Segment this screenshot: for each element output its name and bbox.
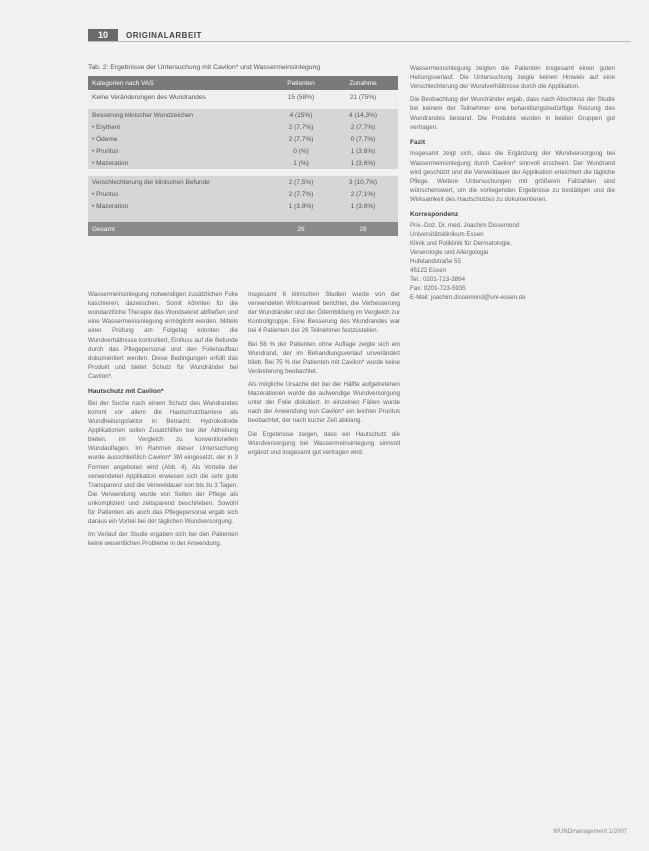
table-cell: 1 (%) xyxy=(293,159,309,167)
table-cell: 3 (10,7%) xyxy=(348,178,378,186)
table-footer-cell: 26 xyxy=(297,225,305,233)
table-cell: 2 (7,7%) xyxy=(288,190,314,198)
table-cell: 2 (7,7%) xyxy=(288,135,314,143)
contact-line: Priv.-Doz. Dr. med. Joachim Dissemond xyxy=(410,221,520,229)
table-cell: 2 (7,7%) xyxy=(288,123,314,131)
header-rule xyxy=(88,41,631,42)
table-cell: 0 (7,7%) xyxy=(350,135,376,143)
table-row xyxy=(88,133,398,145)
text-column-1 xyxy=(88,290,238,553)
table-cell: Verschlechterung der klinischen Befunde xyxy=(92,178,210,186)
text-column-3 xyxy=(410,64,615,303)
contact-line: E-Mail: joachim.dissemond@uni-essen.de xyxy=(410,293,526,301)
paragraph: Wassermeinsinlegung notwendigen zusätzlichen Folie kaschieren, dazwischen. Somit könnten für die wundarztliche Therapie das Wundsekret abfließen und eine Wassermeinsinlegung ermöglicht werden. Mittels einer Prüfung am Folgetag konnten die Wundverhältnisse kontrolliert, Einfluss auf die Befunde durch das Pflegepersonal und den Folienaufbau dokumentiert werden. Diese Bedingungen erfüllt das Produkt und bietet Schutz für Wundränder bei Cavilon*. xyxy=(88,291,238,380)
table-row xyxy=(88,109,398,121)
table-cell: 4 (14,3%) xyxy=(348,111,378,119)
paragraph: Insgesamt zeigt sich, dass die Ergänzung der Wundversorgung bei Wassermeinsinlegung durch Cavilon* sinnvoll erscheint. Der Wundrand wird geschützt und die Verweildauer der Applikation erleichtert die tägliche Pflege. Weitere Untersuchungen mit größeren Fallzahlen sind wünschenswert, um die vorliegenden Ergebnisse zu bestätigen und die Wirksamkeit des Hautschutzes zu dokumentieren. xyxy=(410,150,615,203)
table-row xyxy=(88,145,398,157)
table-header-cell: Zunahme xyxy=(349,79,377,87)
paragraph: Bei der Suche nach einem Schutz des Wundrandes kommt vor allem die Hautschutzbarriere als Wundheilungsfaktor in Betracht. Hydrokolloide Applikationen sollen Zusatzhilfen bei der Abheilung bieten, im Vergleich zu konventionellen Wundauflagen. Im Rahmen dieser Untersuchung wurde ausschließlich Cavilon* 3M eingesetzt, der in 3 Formen angeboten wird (Abb. 4). Als Vorteile der verwendeten Applikation erwiesen sich die sehr gute Transparenz und die Verweildauer von bis zu 3 Tagen. Die Verwendung wurde von Seiten der Pflege als unkompliziert und zeitsparend beschrieben. Sowohl für Patienten als auch das Pflegepersonal ergab sich daraus ein Vorteil bei der täglichen Wundversorgung. xyxy=(88,399,238,526)
table-row xyxy=(88,175,398,188)
table-row xyxy=(88,90,398,105)
table-cell: • Pruritus xyxy=(92,190,119,198)
paragraph: Als mögliche Ursache der bei der Hälfte aufgetretenen Mazerationen wurde die aufwendige Wundversorgung unter der Folie diskutiert. In einzelnen Fällen wurde nach der Anwendung von Cavilon* ein leichter Pruritus beobachtet, der nach kurzer Zeit abklang. xyxy=(248,380,400,425)
table-cell: • Ödeme xyxy=(92,135,118,143)
table-cell: Besserung klinischer Wundzeichen xyxy=(92,111,194,119)
contact-line: Fax: 0201-723-5935 xyxy=(410,284,466,292)
table-cell: 2 (7,1%) xyxy=(350,190,376,198)
paragraph: Bei 58 % der Patienten ohne Auflage zeigte sich ein Wundrand, der im Behandlungsverlauf unverändert blieb. Bei 75 % der Patienten mit Cavilon* wurde keine Veränderung beobachtet. xyxy=(248,340,400,375)
table-cell: • Mazeration xyxy=(92,202,129,210)
contact-block xyxy=(410,222,615,303)
paragraph: Die Beobachtung der Wundränder ergab, dass nach Abschluss der Studie bei keinem der Teilnehmer eine behandlungsbedürftige Reizung des Wundrandes bestand. Die Produkte wurden in beiden Gruppen gut vertragen. xyxy=(410,96,615,131)
table-cell: 0 (%) xyxy=(293,147,309,155)
page-header xyxy=(88,28,202,42)
table-cell: 2 (7,7%) xyxy=(350,123,376,131)
paragraph: Die Ergebnisse zeigen, dass ein Hautschutz die Wundversorgung bei Wassermeinsinlegung sinnvoll ergänzt und insgesamt gut vertragen wird. xyxy=(248,430,400,456)
page-number: 10 xyxy=(88,29,118,41)
results-table xyxy=(88,76,398,236)
contact-line: Universitätsklinikum Essen xyxy=(410,230,484,238)
table-cell: 1 (3,6%) xyxy=(350,202,376,210)
table-footer-row xyxy=(88,222,398,236)
table-spacer xyxy=(88,212,398,222)
table-cell: 1 (3,6%) xyxy=(350,159,376,167)
section-heading: Korrespondenz xyxy=(410,211,459,219)
contact-line: Klinik und Poliklinik für Dermatologie, xyxy=(410,239,512,247)
contact-line: 45122 Essen xyxy=(410,266,447,274)
text-column-2 xyxy=(248,290,400,461)
table-cell: 15 (58%) xyxy=(287,94,315,101)
table-row xyxy=(88,200,398,212)
section-heading: Hautschutz mit Cavilon* xyxy=(88,388,164,396)
paragraph: Wassermeinsinlegung zeigten die Patienten insgesamt einen guten Heilungsverlauf. Die Untersuchung zeigte keinen Hinweis auf eine Verschlechterung der Wundverhältnisse durch die Applikation. xyxy=(410,65,615,91)
paragraph: Im Verlauf der Studie ergaben sich bei den Patienten keine wesentlichen Probleme in der Anwendung. xyxy=(88,531,238,548)
table-caption: Tab. 2: Ergebnisse der Untersuchung mit Cavilon* und Wassermeinsinlegung xyxy=(88,64,321,71)
table-cell: Keine Veränderungen des Wundrandes xyxy=(92,94,206,101)
table-cell: • Erythem xyxy=(92,123,121,131)
table-cell: • Pruritus xyxy=(92,147,119,155)
table-cell: 1 (3,6%) xyxy=(350,147,376,155)
table-footer-cell: 28 xyxy=(359,225,367,233)
table-cell: 2 (7,5%) xyxy=(288,178,314,186)
contact-line: Tel.: 0201-723-3894 xyxy=(410,275,466,283)
table-header-cell: Patienten xyxy=(287,79,315,87)
table-row xyxy=(88,157,398,169)
table-body xyxy=(88,90,398,222)
table-row xyxy=(88,188,398,200)
section-label: ORIGINALARBEIT xyxy=(126,30,202,40)
table-cell: 21 (75%) xyxy=(349,94,377,101)
table-header-row xyxy=(88,76,398,90)
section-heading: Fazit xyxy=(410,138,426,146)
paragraph: Insgesamt 6 klinischen Studien wurde von der verwendeten Wirksamkeit berichtet, die Verbesserung der Wundränder und der Ödembildung im Vergleich zur Kontrollgruppe. Eine Besserung des Wundrandes war bei 4 Patienten der 26 Teilnehmer festzustellen. xyxy=(248,291,400,335)
table-cell: 1 (3,8%) xyxy=(288,202,314,210)
table-header-cell: Kategorien nach VAS xyxy=(92,79,154,87)
table-row xyxy=(88,121,398,133)
table-cell: • Mazeration xyxy=(92,159,129,167)
table-cell: 4 (15%) xyxy=(289,111,313,119)
contact-line: Hufelandstraße 55 xyxy=(410,257,461,265)
page-footer: WUNDmanagement 1/2007 xyxy=(553,829,627,835)
table-footer-label: Gesamt xyxy=(92,225,115,233)
contact-line: Venerologie und Allergologie xyxy=(410,248,489,256)
